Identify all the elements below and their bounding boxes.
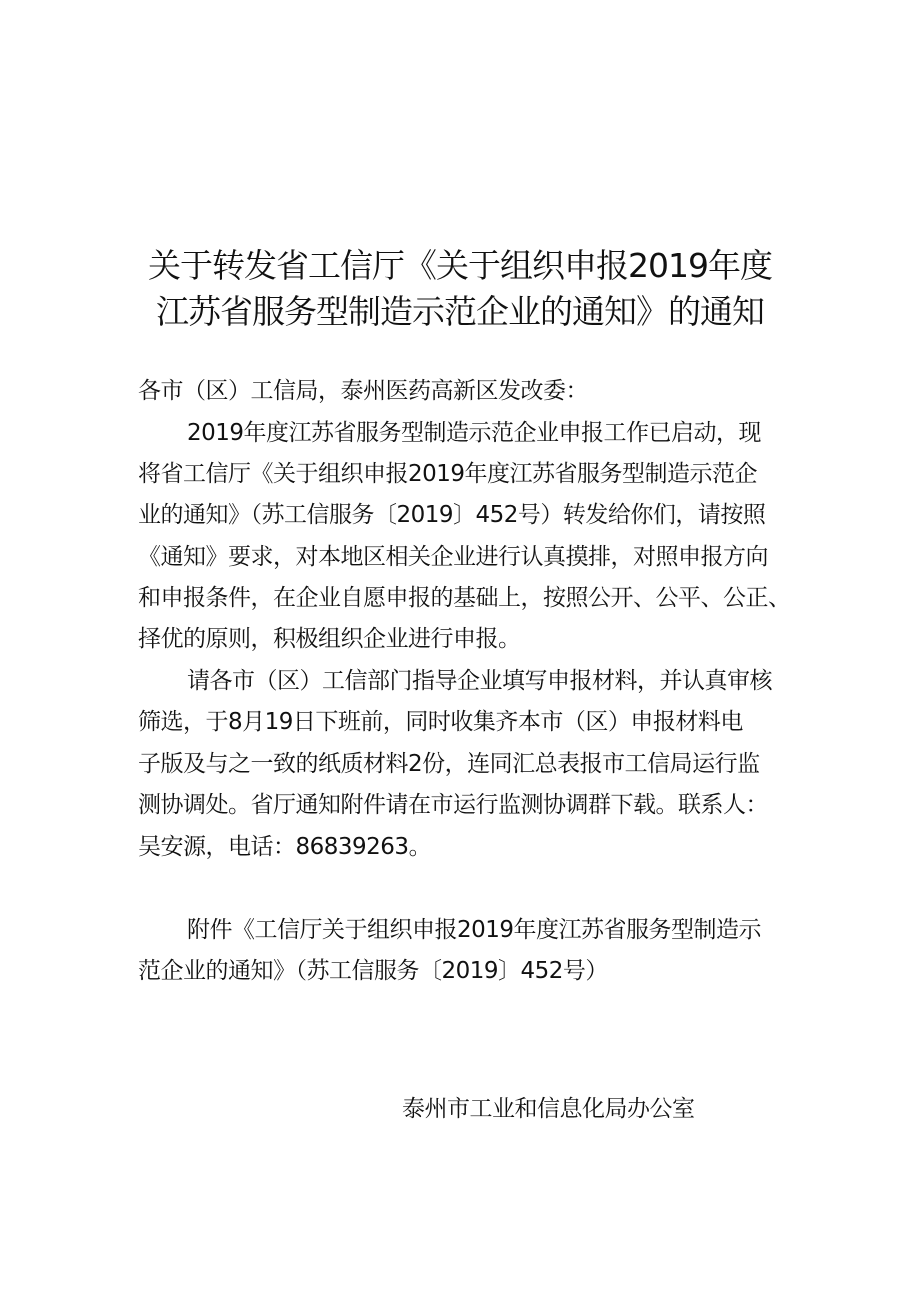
paragraph-1-line: 和申报条件，在企业自愿申报的基础上，按照公开、公平、公正、 (138, 585, 791, 611)
paragraph-1-line: 业的通知》（苏工信服务〔2019〕452号）转发给你们，请按照 (138, 502, 766, 528)
salutation: 各市（区）工信局，泰州医药高新区发改委： (138, 378, 588, 404)
attachment-line: 附件《工信厅关于组织申报2019年度江苏省服务型制造示 (187, 917, 762, 943)
paragraph-1-line: 《通知》要求，对本地区相关企业进行认真摸排，对照申报方向 (138, 544, 768, 570)
paragraph-2-line: 子版及与之一致的纸质材料2份，连同汇总表报市工信局运行监 (138, 751, 760, 777)
paragraph-2-line: 测协调处。省厅通知附件请在市运行监测协调群下载。联系人： (138, 792, 768, 818)
paragraph-1-line: 2019年度江苏省服务型制造示范企业申报工作已启动，现 (187, 420, 762, 446)
paragraph-2-line: 筛选，于8月19日下班前，同时收集齐本市（区）申报材料电 (138, 709, 743, 735)
paragraph-2-line: 请各市（区）工信部门指导企业填写申报材料，并认真审核 (187, 668, 772, 694)
paragraph-1-line: 择优的原则，积极组织企业进行申报。 (138, 626, 521, 652)
document-title-line-2: 江苏省服务型制造示范企业的通知》的通知 (156, 292, 764, 331)
paragraph-1-line: 将省工信厅《关于组织申报2019年度江苏省服务型制造示范企 (138, 461, 758, 487)
document-title-line-1: 关于转发省工信厅《关于组织申报2019年度 (148, 246, 772, 285)
attachment-line: 范企业的通知》（苏工信服务〔2019〕452号） (138, 958, 608, 984)
paragraph-2-line: 吴安源，电话：86839263。 (138, 834, 432, 860)
signature: 泰州市工业和信息化局办公室 (402, 1096, 695, 1122)
